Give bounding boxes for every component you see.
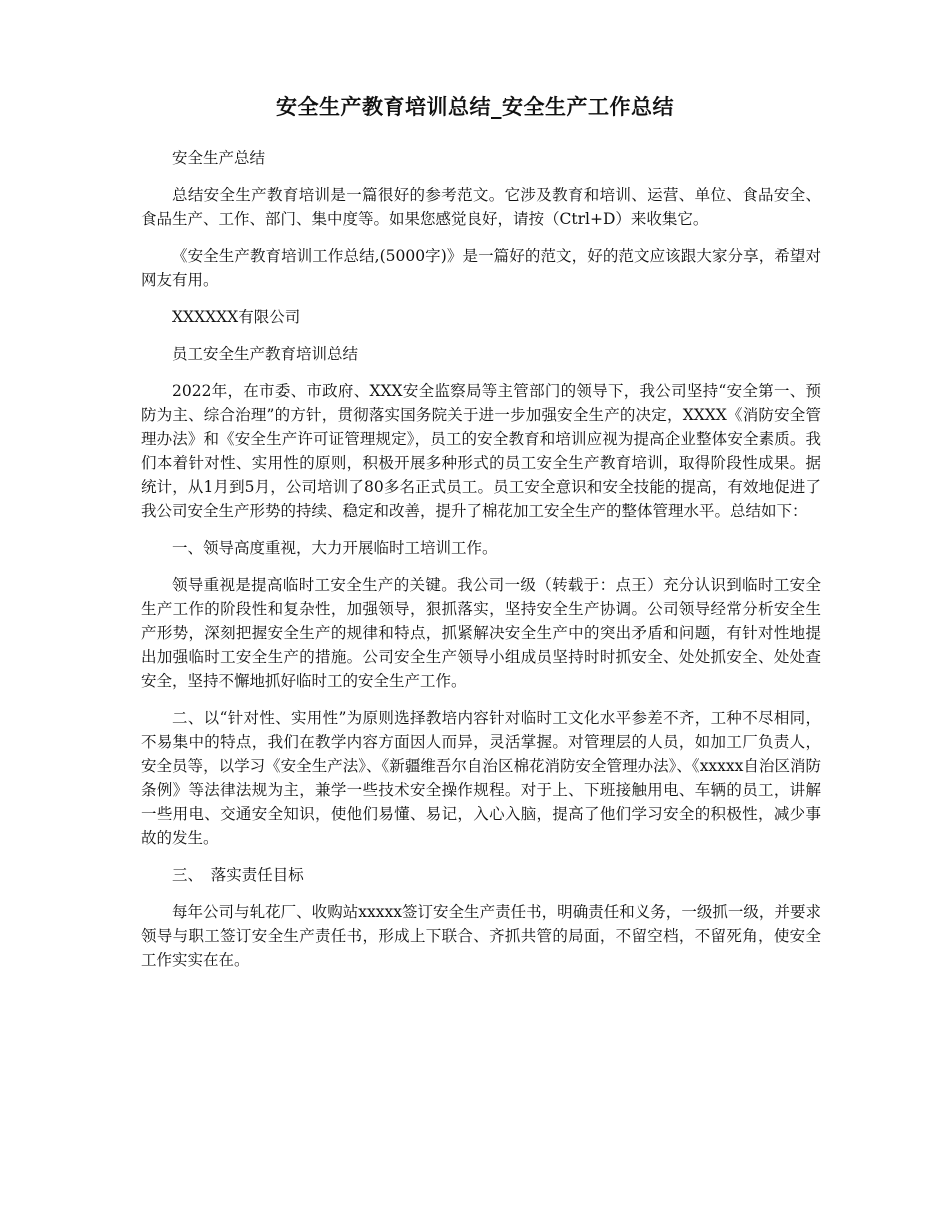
section-heading-3: 三、 落实责任目标 xyxy=(172,866,304,884)
paragraph-intro: 总结安全生产教育培训是一篇很好的参考范文。它涉及教育和培训、运营、单位、食品安全、食品生产、工作、部门、集中度等。如果您感觉良好，请按（Ctrl+D）来收集它。 xyxy=(141,186,821,228)
paragraph-share-note: 《安全生产教育培训工作总结,(5000字)》是一篇好的范文，好的范文应该跟大家分享，希望对网友有用。 xyxy=(141,247,821,289)
paragraph-overview: 2022年，在市委、市政府、XXX安全监察局等主管部门的领导下，我公司坚持“安全第一、预防为主、综合治理”的方针，贯彻落实国务院关于进一步加强安全生产的决定，XXXX《消防安全管理办法》和《安全生产许可证管理规定》，员工的安全教育和培训应视为提高企业整体安全素质。我们本着针对性、实用性的原则，积极开展多种形式的员工安全生产教育培训，取得阶段性成果。据统计，从1月到5月，公司培训了80多名正式员工。员工安全意识和安全技能的提高，有效地促进了我公司安全生产形势的持续、稳定和改善，提升了棉花加工安全生产的整体管理水平。总结如下： xyxy=(141,382,821,520)
paragraph-responsibility: 每年公司与轧花厂、收购站xxxxx签订安全生产责任书，明确责任和义务，一级抓一级，并要求领导与职工签订安全生产责任书，形成上下联合、齐抓共管的局面，不留空档，不留死角，使安全工作实实在在。 xyxy=(141,903,821,969)
paragraph-training-content: 二、以“针对性、实用性”为原则选择教培内容针对临时工文化水平参差不齐，工种不尽相同，不易集中的特点，我们在教学内容方面因人而异，灵活掌握。对管理层的人员，如加工厂负责人，安全员等，以学习《安全生产法》、《新疆维吾尔自治区棉花消防安全管理办法》、《xxxxx自治区消防条例》等法律法规为主，兼学一些技术安全操作规程。对于上、下班接触用电、车辆的员工，讲解一些用电、交通安全知识，使他们易懂、易记，入心入脑，提高了他们学习安全的积极性，减少事故的发生。 xyxy=(141,709,821,847)
paragraph-heading-summary: 安全生产总结 xyxy=(172,149,266,167)
document-body xyxy=(141,146,821,985)
paragraph-subtitle: 员工安全生产教育培训总结 xyxy=(172,345,359,363)
document-title: 安全生产教育培训总结_安全生产工作总结 xyxy=(276,94,674,119)
paragraph-company-name: XXXXXX有限公司 xyxy=(172,308,301,326)
paragraph-leadership: 领导重视是提高临时工安全生产的关键。我公司一级（转载于：点王）充分认识到临时工安全生产工作的阶段性和复杂性，加强领导，狠抓落实，坚持安全生产协调。公司领导经常分析安全生产形势，深刻把握安全生产的规律和特点，抓紧解决安全生产中的突出矛盾和问题，有针对性地提出加强临时工安全生产的措施。公司安全生产领导小组成员坚持时时抓安全、处处抓安全、处处查安全，坚持不懈地抓好临时工的安全生产工作。 xyxy=(141,576,821,690)
section-heading-1: 一、领导高度重视，大力开展临时工培训工作。 xyxy=(172,539,498,557)
